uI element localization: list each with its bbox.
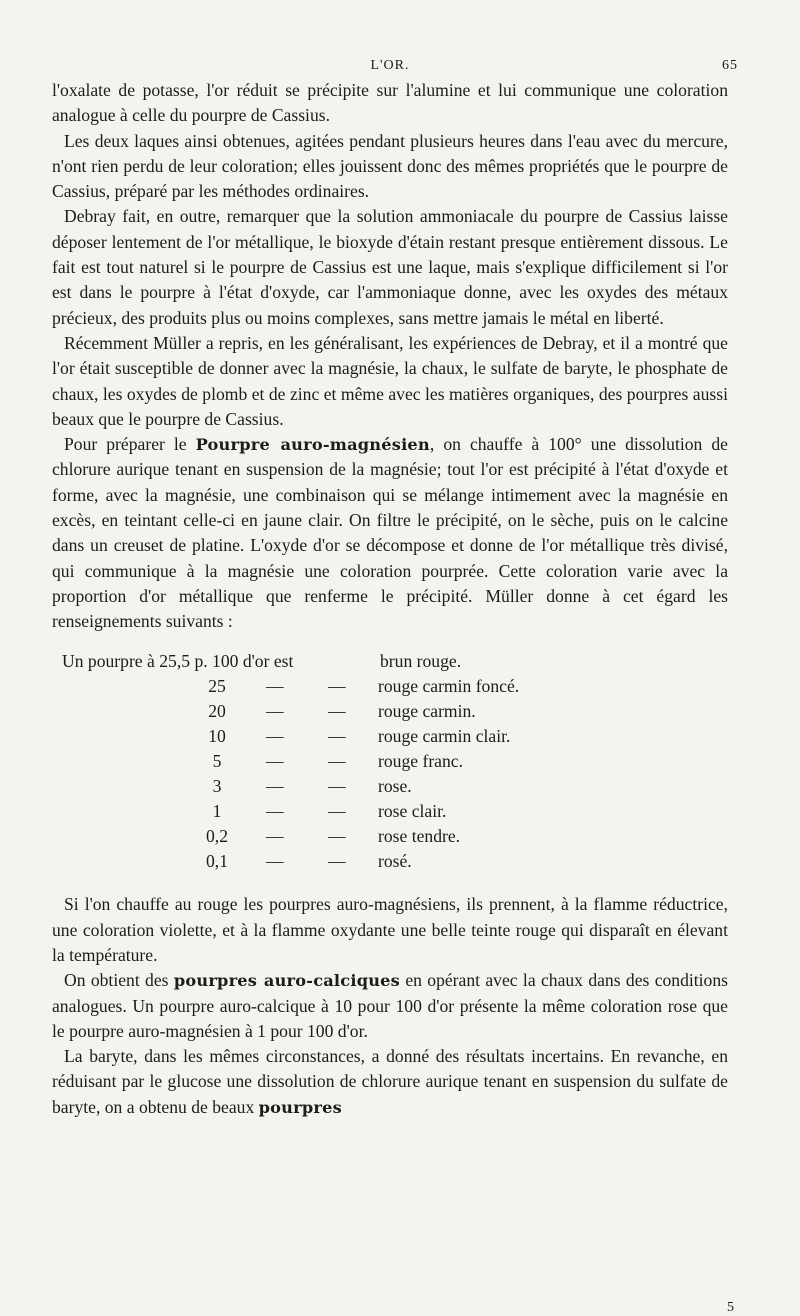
paragraph: Debray fait, en outre, remarquer que la solution ammoniacale du pourpre de Cassius laisse déposer lentement de l'or métallique, le bioxyde d'étain restant presque entièrement dissous. Le fait est tout naturel si le pourpre de Cassius est une laque, mais s'explique difficilement si l'or est dans le pourpre à l'état d'oxyde, car l'ammoniaque donne, avec les oxydes des métaux précieux, des produits plus ou moins complexes, sans mettre jamais le métal en liberté. (52, 206, 728, 328)
table-cell: rosé. (378, 851, 412, 872)
bold-term: Pourpre auro-magnésien (195, 435, 430, 455)
signature-mark: 5 (727, 1300, 734, 1315)
table-cell: rose. (378, 776, 412, 796)
paragraph: Si l'on chauffe au rouge les pourpres auro-magnésiens, ils prennent, à la flamme réductrice, une coloration violette, et à la flamme oxydante une belle teinte rouge qui disparaît en élevant la température. (52, 894, 728, 965)
table-row (52, 649, 728, 674)
text-run: Pour préparer le (64, 434, 196, 455)
ditto-dash: — (266, 700, 284, 721)
ditto-dash: — (266, 725, 284, 746)
table-row (52, 674, 728, 699)
ditto-dash: — (328, 675, 346, 696)
table-row (52, 724, 728, 749)
body-text (52, 78, 728, 1120)
text-run: , on chauffe à 100° une dissolution de chlorure aurique tenant en suspension de la magnésie; tout l'or est précipité à l'état d'oxyde et forme, avec la magnésie, une combinaison qui se mélange intimement avec la magnésie en excès, en teintant celle-ci en jaune clair. On filtre le précipité, on le sèche, puis on le calcine dans un creuset de platine. L'oxyde d'or se décompose et donne de l'or métallique très divisé, qui communique à la magnésie une coloration pourprée. Cette coloration varie avec la proportion d'or métallique que renferme le précipité. Müller donne à cet égard les renseignements suivants : (52, 434, 728, 632)
table-row (52, 774, 728, 799)
table-cell: rouge carmin foncé. (378, 675, 520, 696)
table-cell: 10 (208, 725, 226, 746)
table-row (52, 749, 728, 774)
table-cell: 0,2 (206, 826, 228, 847)
table-cell: 3 (212, 776, 222, 796)
table-cell: rose clair. (378, 801, 447, 822)
text-run: La baryte, dans les mêmes circonstances, a donné des résultats incertains. En revanche, en réduisant par le glucose une dissolution de chlorure aurique tenant en suspension du sulfate de baryte, on a obtenu de beaux (52, 1046, 728, 1117)
ditto-dash: — (328, 725, 346, 746)
text-run: 25,5 (159, 650, 191, 671)
table-cell: rose tendre. (378, 826, 461, 847)
ditto-dash: — (266, 801, 284, 822)
ditto-dash: — (328, 700, 346, 721)
table-row (52, 799, 728, 824)
table-cell: 5 (212, 750, 222, 771)
running-title: L'OR. (370, 58, 410, 73)
text-run: Un pourpre à (62, 650, 155, 671)
ditto-dash: — (328, 851, 346, 872)
text-run: On obtient des (64, 970, 174, 991)
running-header (52, 56, 738, 78)
paragraph: l'oxalate de potasse, l'or réduit se précipite sur l'alumine et lui communique une coloration analogue à celle du pourpre de Cassius. (52, 80, 728, 126)
table-cell: 20 (208, 700, 226, 721)
ditto-dash: — (328, 826, 346, 847)
ditto-dash: — (328, 776, 346, 796)
ditto-dash: — (328, 750, 346, 771)
paragraph: Les deux laques ainsi obtenues, agitées pendant plusieurs heures dans l'eau avec du mercure, n'ont rien perdu de leur coloration; elles jouissent donc des mêmes propriétés que le pourpre de Cassius, préparé par les méthodes ordinaires. (52, 130, 728, 202)
table-cell (62, 649, 293, 674)
paragraph (52, 1044, 728, 1120)
table-cell: rouge franc. (378, 750, 463, 771)
bold-term: pourpres auro-calciques (173, 971, 400, 991)
table-row (52, 699, 728, 724)
table-row (52, 849, 728, 874)
page-number: 65 (722, 58, 738, 73)
table-cell: brun rouge. (380, 650, 462, 671)
ditto-dash: — (328, 801, 346, 822)
text-run: en opérant avec la chaux dans des conditions analogues. Un pourpre auro-calcique à 10 pour 100 d'or présente la même coloration rose que le pourpre auro-magnésien à 1 pour 100 d'or. (52, 970, 728, 1041)
ditto-dash: — (266, 675, 284, 696)
paragraph (52, 968, 728, 1044)
table-row (52, 824, 728, 849)
color-table (52, 649, 728, 875)
ditto-dash: — (266, 851, 284, 872)
table-cell: rouge carmin clair. (378, 725, 511, 746)
ditto-dash: — (266, 826, 284, 847)
table-cell: rouge carmin. (378, 700, 476, 721)
ditto-dash: — (266, 776, 284, 796)
book-page (52, 56, 738, 1315)
table-cell: 0,1 (206, 851, 228, 872)
bold-term: pourpres (258, 1097, 342, 1117)
paragraph (52, 432, 728, 634)
paragraph: Récemment Müller a repris, en les généralisant, les expériences de Debray, et il a montré que l'or était susceptible de donner avec la magnésie, la chaux, le sulfate de baryte, le phosphate de chaux, les oxydes de plomb et de zinc et même avec les matières organiques, des pourpres aussi beaux que le pourpre de Cassius. (52, 332, 728, 429)
ditto-dash: — (266, 750, 284, 771)
table-cell: 1 (212, 801, 222, 822)
table-cell: 25 (208, 675, 226, 696)
text-run: p. 100 d'or est (194, 650, 294, 671)
